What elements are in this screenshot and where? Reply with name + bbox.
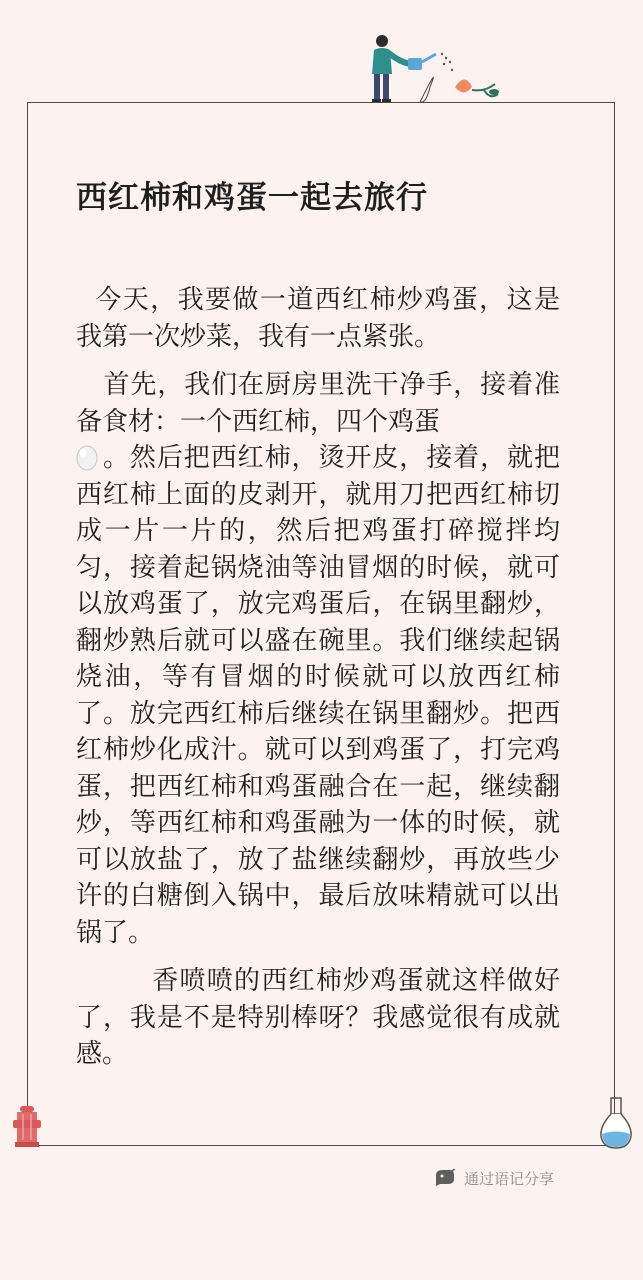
gardener-watering-illustration (360, 32, 510, 112)
page-title: 西红柿和鸡蛋一起去旅行 (76, 180, 428, 216)
paragraph-1: 今天，我要做一道西红柿炒鸡蛋，这是我第一次炒菜，我有一点紧张。 (76, 285, 560, 352)
paragraph-2-continued: 。然后把西红柿，烫开皮，接着，就把西红柿上面的皮剥开，就用刀把西红柿切成一片一片的，然后把鸡蛋打碎搅拌均匀，接着起锅烧油等油冒烟的时候，就可以放鸡蛋了，放完鸡蛋后，在锅里翻炒，翻炒熟后就可以盛在碗里。我们继续起锅烧油，等有冒烟的时候就可以放西红柿了。放完西红柿后继续在锅里翻炒。把西红柿炒化成汁。就可以到鸡蛋了，打完鸡蛋，把西红柿和鸡蛋融合在一起，继续翻炒，等西红柿和鸡蛋融为一体的时候，就可以放盐了，放了盐继续翻炒，再放些少许的白糖倒入锅中，最后放味精就可以出锅了。 (76, 443, 560, 948)
paragraph-2-text: 首先，我们在厨房里洗干净手，接着准备食材：一个西红柿，四个鸡蛋 (76, 370, 560, 437)
fire-hydrant-icon (12, 1104, 42, 1148)
yuji-app-icon (434, 1169, 456, 1187)
paragraph-3: 香喷喷的西红柿炒鸡蛋就这样做好了，我是不是特别棒呀？我感觉很有成就感。 (76, 966, 560, 1069)
paragraph-2 (76, 367, 560, 951)
share-footer[interactable] (434, 1166, 554, 1190)
flask-icon (596, 1096, 636, 1150)
egg-emoji-icon (76, 443, 98, 471)
article-body (76, 282, 560, 1085)
share-text: 通过语记分享 (464, 1169, 555, 1188)
